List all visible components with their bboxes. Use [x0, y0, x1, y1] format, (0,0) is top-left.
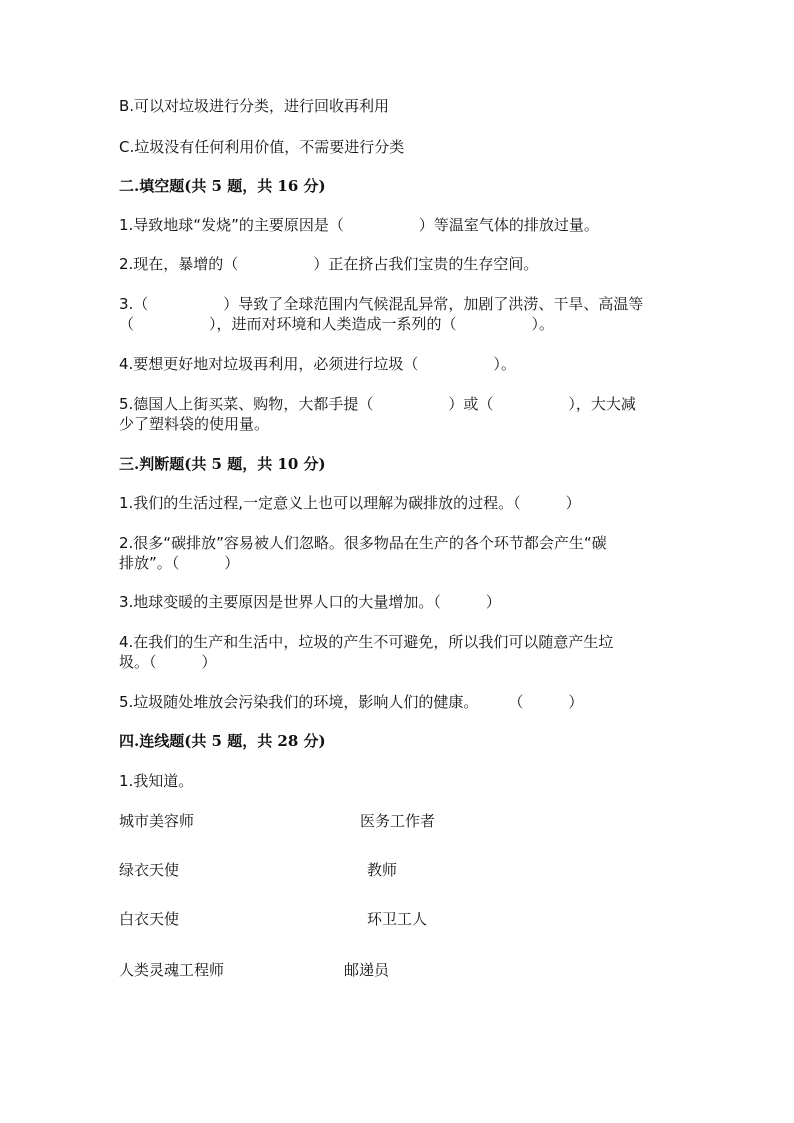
judge-question-4-line-1: 4.在我们的生产和生活中，垃圾的产生不可避免，所以我们可以随意产生垃	[119, 633, 614, 651]
judge-question-2-line-2: 排放”。（ ）	[119, 554, 240, 572]
match-left-item: 白衣天使	[119, 910, 180, 928]
matching-question-1: 1.我知道。	[119, 772, 194, 790]
judge-question-4-line-2: 圾。（ ）	[119, 653, 217, 671]
option-c: C.垃圾没有任何利用价值，不需要进行分类	[119, 138, 405, 156]
match-right-item: 教师	[367, 861, 398, 879]
match-right-item: 医务工作者	[360, 812, 436, 830]
judge-question-3: 3.地球变暖的主要原因是世界人口的大量增加。（ ）	[119, 593, 501, 611]
judge-question-1: 1.我们的生活过程,一定意义上也可以理解为碳排放的过程。（ ）	[119, 494, 581, 512]
fill-question-2: 2.现在，暴增的（ ）正在挤占我们宝贵的生存空间。	[119, 255, 539, 273]
judge-question-5: 5.垃圾随处堆放会污染我们的环境，影响人们的健康。 （ ）	[119, 693, 584, 711]
judge-question-2-line-1: 2.很多“碳排放”容易被人们忽略。很多物品在生产的各个环节都会产生“碳	[119, 534, 607, 552]
fill-question-1: 1.导致地球“发烧”的主要原因是（ ）等温室气体的排放过量。	[119, 216, 599, 234]
option-b: B.可以对垃圾进行分类，进行回收再利用	[119, 97, 390, 115]
fill-question-3-line-1: 3.（ ）导致了全球范围内气候混乱异常，加剧了洪涝、干旱、高温等	[119, 295, 644, 313]
fill-question-3-line-2: （ ），进而对环境和人类造成一系列的（ ）。	[119, 315, 555, 333]
match-left-item: 城市美容师	[119, 812, 195, 830]
match-right-item: 环卫工人	[367, 910, 428, 928]
match-left-item: 绿衣天使	[119, 861, 180, 879]
match-right-item: 邮递员	[344, 961, 390, 979]
fill-question-5-line-1: 5.德国人上街买菜、购物，大都手提（ ）或（ ），大大减	[119, 395, 636, 413]
match-left-item: 人类灵魂工程师	[119, 961, 225, 979]
section-title-fill-in: 二.填空题(共 5 题，共 16 分)	[119, 177, 326, 195]
fill-question-4: 4.要想更好地对垃圾再利用，必须进行垃圾（ ）。	[119, 355, 516, 373]
section-title-judgment: 三.判断题(共 5 题，共 10 分)	[119, 455, 326, 473]
section-title-matching: 四.连线题(共 5 题，共 28 分)	[119, 732, 326, 750]
fill-question-5-line-2: 少了塑料袋的使用量。	[119, 415, 270, 433]
